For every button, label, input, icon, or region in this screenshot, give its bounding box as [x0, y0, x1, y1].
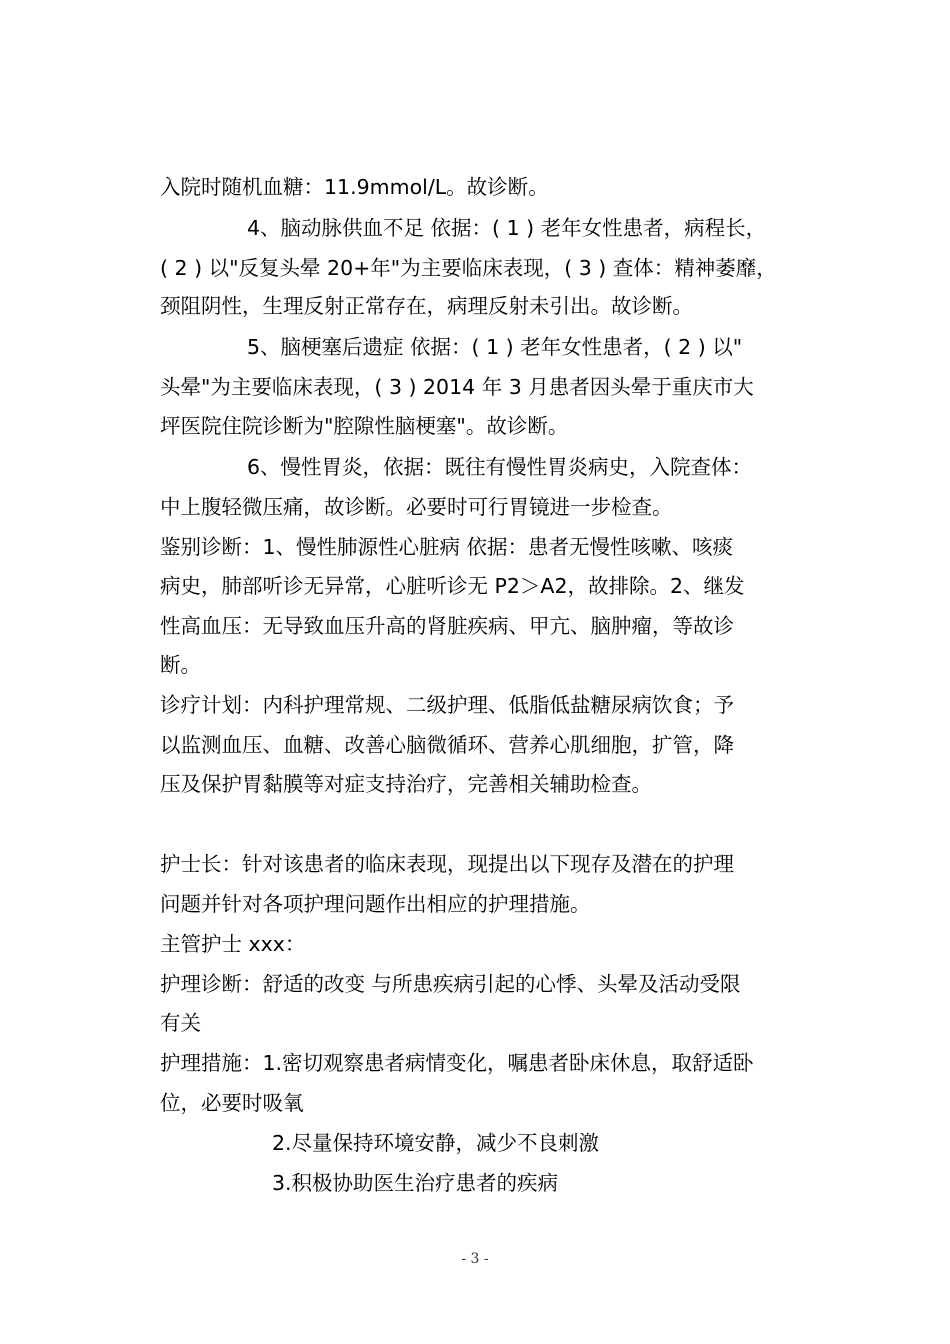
text-line: 头晕"为主要临床表现，( 3 ) 2014 年 3 月患者因头晕于重庆市大 [160, 375, 754, 399]
text-line: 颈阻阴性，生理反射正常存在，病理反射未引出。故诊断。 [160, 294, 693, 318]
text-line: 主管护士 xxx： [160, 932, 306, 956]
text-line: ( 2 ) 以"反复头晕 20+年"为主要临床表现，( 3 ) 查体：精神萎靡， [160, 256, 777, 280]
text-line: 有关 [160, 1011, 201, 1035]
text-line: 性高血压：无导致血压升高的肾脏疾病、甲亢、脑肿瘤，等故诊 [160, 614, 734, 638]
text-line: 问题并针对各项护理问题作出相应的护理措施。 [160, 892, 591, 916]
text-line: 中上腹轻微压痛，故诊断。必要时可行胃镜进一步检查。 [160, 495, 673, 519]
text-line: 护士长：针对该患者的临床表现，现提出以下现存及潜在的护理 [160, 852, 734, 876]
text-line: 位，必要时吸氧 [160, 1091, 304, 1115]
text-line: 5、脑梗塞后遗症 依据：( 1 ) 老年女性患者，( 2 ) 以" [247, 335, 743, 359]
text-line: 病史，肺部听诊无异常，心脏听诊无 P2＞A2，故排除。2、继发 [160, 574, 745, 598]
text-line: 压及保护胃黏膜等对症支持治疗，完善相关辅助检查。 [160, 772, 652, 796]
text-line: 4、脑动脉供血不足 依据：( 1 ) 老年女性患者，病程长， [247, 216, 767, 240]
text-line: 护理措施：1.密切观察患者病情变化，嘱患者卧床休息，取舒适卧 [160, 1051, 754, 1075]
text-line: 2.尽量保持环境安静，减少不良刺激 [272, 1131, 600, 1155]
text-line: 鉴别诊断：1、慢性肺源性心脏病 依据：患者无慢性咳嗽、咳痰 [160, 535, 734, 559]
text-line: 入院时随机血糖：11.9mmol/L。故诊断。 [160, 175, 549, 199]
text-line: 坪医院住院诊断为"腔隙性脑梗塞"。故诊断。 [160, 414, 569, 438]
text-line: 护理诊断：舒适的改变 与所患疾病引起的心悸、头晕及活动受限 [160, 972, 741, 996]
page-number: - 3 - [461, 1251, 489, 1267]
text-line: 断。 [160, 653, 201, 677]
text-line: 3.积极协助医生治疗患者的疾病 [272, 1171, 559, 1195]
text-line: 6、慢性胃炎，依据：既往有慢性胃炎病史，入院查体： [247, 455, 753, 479]
text-line: 以监测血压、血糖、改善心脑微循环、营养心肌细胞，扩管，降 [160, 733, 734, 757]
text-line: 诊疗计划：内科护理常规、二级护理、低脂低盐糖尿病饮食；予 [160, 693, 734, 717]
